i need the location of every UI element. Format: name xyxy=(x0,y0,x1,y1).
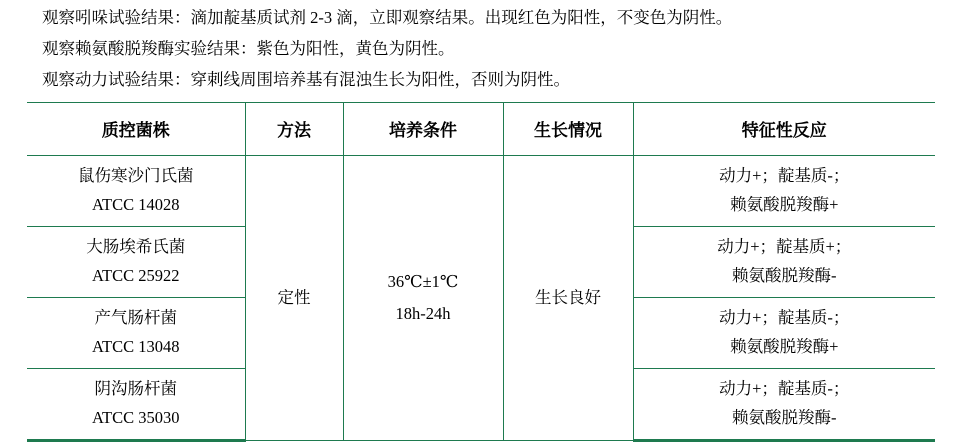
reaction-cell xyxy=(633,368,935,440)
condition-cell xyxy=(343,155,503,440)
column-header-method: 方法 xyxy=(245,102,343,155)
condition-duration: 18h-24h xyxy=(395,303,451,323)
reaction-line-1: 动力+；靛基质-； xyxy=(719,307,850,327)
strain-atcc: ATCC 25922 xyxy=(91,265,180,285)
intro-line-1: 观察吲哚试验结果：滴加靛基质试剂 2-3 滴，立即观察结果。出现红色为阳性，不变色为阴性。 xyxy=(42,8,733,27)
strain-cell xyxy=(27,226,245,297)
reaction-line-2: 赖氨酸脱羧酶+ xyxy=(730,336,839,356)
reaction-line-2: 赖氨酸脱羧酶- xyxy=(732,407,837,427)
column-header-condition: 培养条件 xyxy=(343,102,503,155)
intro-line-3: 观察动力试验结果：穿刺线周围培养基有混浊生长为阳性，否则为阴性。 xyxy=(42,69,570,89)
reaction-line-1: 动力+；靛基质-； xyxy=(719,378,850,398)
strain-atcc: ATCC 35030 xyxy=(91,407,180,427)
method-cell: 定性 xyxy=(245,155,343,440)
column-header-growth: 生长情况 xyxy=(503,102,633,155)
column-header-strain: 质控菌株 xyxy=(27,102,245,155)
reaction-cell xyxy=(633,155,935,226)
strain-name: 大肠埃希氏菌 xyxy=(86,236,186,256)
table-header xyxy=(27,102,935,155)
strain-name: 阴沟肠杆菌 xyxy=(94,378,177,398)
table-row xyxy=(27,155,935,226)
quality-control-table xyxy=(27,102,935,442)
strain-atcc: ATCC 14028 xyxy=(91,194,180,214)
table-header-row xyxy=(27,102,935,155)
table-body xyxy=(27,155,935,440)
strain-name: 产气肠杆菌 xyxy=(94,307,177,327)
reaction-line-2: 赖氨酸脱羧酶+ xyxy=(730,194,839,214)
intro-paragraphs xyxy=(0,0,962,92)
strain-cell xyxy=(27,297,245,368)
strain-name: 鼠伤寒沙门氏菌 xyxy=(78,165,194,185)
strain-cell xyxy=(27,155,245,226)
strain-atcc: ATCC 13048 xyxy=(91,336,180,356)
reaction-line-1: 动力+；靛基质-； xyxy=(719,165,850,185)
strain-cell xyxy=(27,368,245,440)
growth-cell: 生长良好 xyxy=(503,155,633,440)
reaction-cell xyxy=(633,297,935,368)
reaction-line-1: 动力+；靛基质+； xyxy=(717,236,852,256)
reaction-cell xyxy=(633,226,935,297)
column-header-reaction: 特征性反应 xyxy=(633,102,935,155)
intro-line-2: 观察赖氨酸脱羧酶实验结果：紫色为阳性，黄色为阴性。 xyxy=(42,38,455,58)
condition-temperature: 36℃±1℃ xyxy=(387,272,459,292)
reaction-line-2: 赖氨酸脱羧酶- xyxy=(732,265,837,285)
